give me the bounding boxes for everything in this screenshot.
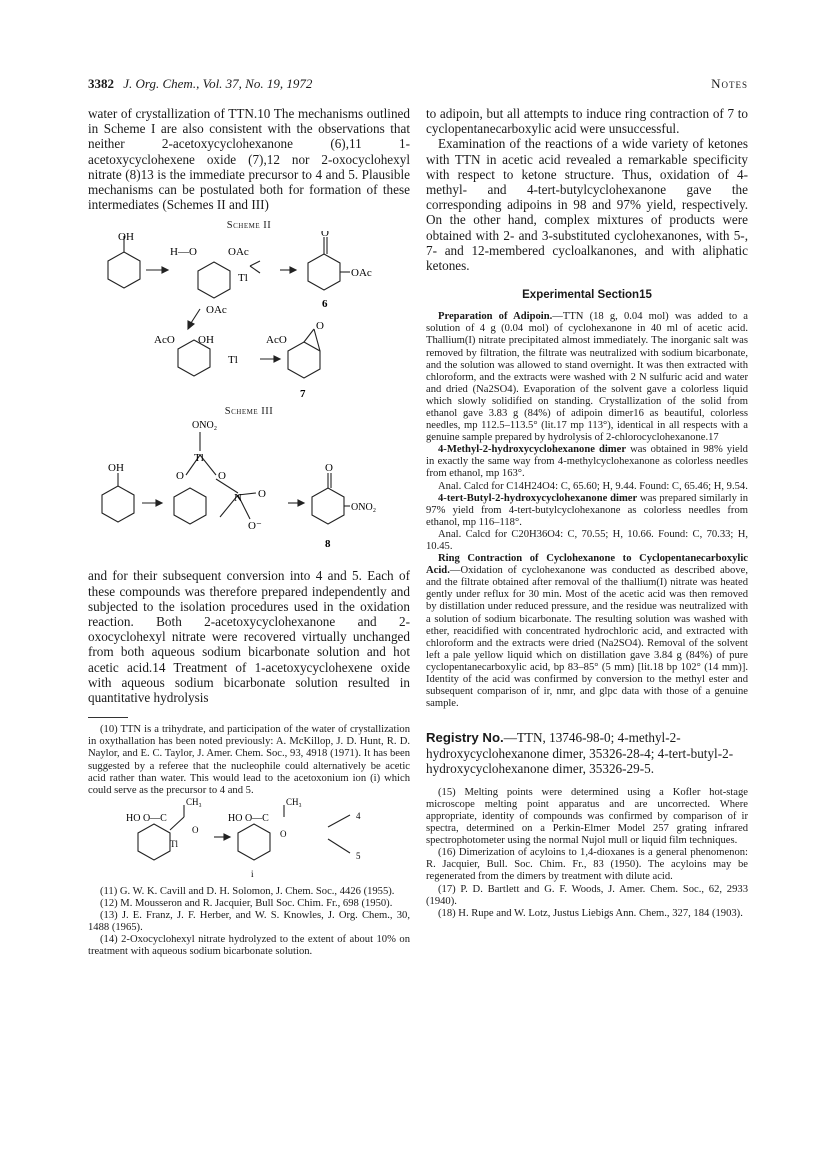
product-5-label: 5 xyxy=(356,850,361,861)
experimental-tert-butyl-dimer xyxy=(426,493,748,529)
footnote-14: (14) 2-Oxocyclohexyl nitrate hydrolyzed to the extent of about 10% on treatment with aqueous sodium bicarbonate solution. xyxy=(88,934,410,958)
oh-label: OH xyxy=(198,334,214,347)
epoxide-ring xyxy=(288,342,320,378)
tl-label: Tl xyxy=(238,272,248,285)
oac-label: OAc xyxy=(206,304,227,317)
footnote-10: (10) TTN is a trihydrate, and participation of the water of crystallization in oxythallation has been noted previously: A. McKillop, J. D. Hunt, R. D. Naylor, and E. C. Taylor, J. Amer. Chem. Soc., 93, 4918 (1971). It has been suggested by a referee that the nucleophile could alternatively be acetic acid rather than water. This would lead to the acetoxonium ion (i) which could serve as the precursor to 4 and 5. xyxy=(88,724,410,796)
acetoxy-cyclohexanone-ring xyxy=(308,254,340,290)
registry-numbers xyxy=(426,730,748,777)
ch3-label: CH₃ xyxy=(286,796,302,807)
intermediate-ring xyxy=(198,262,230,298)
registry-text: —TTN, 13746-98-0; 4-methyl-2-hydroxycyclohexanone dimer, 35326-28-4; 4-tert-butyl-2-hydroxycyclohexanone dimer, 35326-29-5. xyxy=(426,730,734,777)
footnote-11: (11) G. W. K. Cavill and D. H. Solomon, J. Chem. Soc., 4426 (1955). xyxy=(100,885,395,897)
experimental-ring-contraction xyxy=(426,553,748,710)
ring-contraction-heading: Ring Contraction of Cyclohexanone to Cyclopentanecarboxylic Acid. xyxy=(426,553,748,577)
n-label: N xyxy=(234,492,242,505)
registry-label: Registry No. xyxy=(426,730,504,746)
o-minus-label: O⁻ xyxy=(248,520,262,533)
o-label: O xyxy=(176,470,184,483)
adipoin-text: —TTN (18 g, 0.04 mol) was added to a solution of 4 g (0.04 mol) of cyclohexanone in 40 ml of acetic acid. Thallium(I) nitrate precipitated almost immediately. The inorganic salt was removed by filtration, the filtrate was neutralized with sodium bicarbonate, and the solution was allowed to stand overnight. It was then extracted with chloroform, and the extracts were washed with 2 N sulfuric acid and water and dried (Na2SO4). Evaporation of the solvent gave a colorless liquid which slowly solidified on standing. Crystallization of the solid from ethanol gave 3.83 g (84%) of adipoin dimer16 as beautiful, colorless needles, mp 112.5–113.5° (lit.17 mp 113°), identical in all respects with a genuine sample prepared by hydrolysis of 2-chlorocyclohexanone.17 xyxy=(426,311,748,444)
footnote-17: (17) P. D. Bartlett and G. F. Woods, J. Amer. Chem. Soc., 62, 2933 (1940). xyxy=(426,883,748,907)
scheme-3-title: Scheme III xyxy=(224,406,274,418)
compound-6-label: 6 xyxy=(322,298,328,311)
o-label: O xyxy=(325,462,333,475)
o-label: O xyxy=(280,828,287,839)
methyl-dimer-heading: 4-Methyl-2-hydroxycyclohexanone dimer xyxy=(438,444,627,456)
footnote-15: (15) Melting points were determined using a Kofler hot-stage microscope melting point apparatus and are uncorrected. Where appropriate, identity of compounds was confirmed by comparison of ir spectra, determined on a Perkin-Elmer Model 257 grating infrared spectrophotometer using the normal Nujol mull or liquid film techniques. xyxy=(426,786,748,847)
compound-i-label: i xyxy=(251,868,254,879)
tert-butyl-dimer-text: was prepared similarly in 97% yield from 4-tert-butylcyclohexanone as colorless needles from ethanol, mp 116–118°. xyxy=(426,492,749,528)
experimental-adipoin xyxy=(426,311,748,444)
ho-o-c-label: HO O—C xyxy=(228,812,269,824)
aco-label: AcO xyxy=(266,334,287,347)
tert-butyl-dimer-heading: 4-tert-Butyl-2-hydroxycyclohexanone dimer xyxy=(438,492,638,504)
ono2-label: ONO₂ xyxy=(192,420,218,432)
footnote-18: (18) H. Rupe and W. Lotz, Justus Liebigs Ann. Chem., 327, 184 (1903). xyxy=(438,907,743,919)
aco-label: AcO xyxy=(154,334,175,347)
compound-8-label: 8 xyxy=(325,538,331,551)
footnote-16: (16) Dimerization of acyloins to 1,4-dioxanes is a general phenomenon: R. Jacquier, Bull. Soc. Chim. Fr., 83 (1950). The acyloins may be regenerated from the dimers by treatment with dilute acid. xyxy=(426,847,748,883)
journal-citation: J. Org. Chem., Vol. 37, No. 19, 1972 xyxy=(123,76,313,91)
oh-label: OH xyxy=(118,231,134,244)
scheme-2-diagram xyxy=(88,231,410,401)
oh-label: OH xyxy=(108,462,124,475)
oac-label: OAc xyxy=(351,267,372,280)
o-label: O xyxy=(192,824,199,835)
page-header xyxy=(88,76,748,92)
experimental-methyl-dimer xyxy=(426,444,748,480)
right-paragraph-1: to adipoin, but all attempts to induce ring contraction of 7 to cyclopentanecarboxylic acid were unsuccessful. xyxy=(426,106,748,137)
after-schemes-paragraph: and for their subsequent conversion into 4 and 5. Each of these compounds was therefore prepared independently and subjected to the isolation procedures used in the oxidation reaction. Both 2-acetoxycyclohexanone and 2-oxocyclohexyl nitrate were recovered virtually unchanged from both aqueous sodium bicarbonate solution and hot acetic acid.14 Treatment of 1-acetoxycyclohexene oxide with aqueous sodium bicarbonate solution resulted in quantitative hydrolysis xyxy=(88,568,410,706)
tl-label: Tl xyxy=(170,838,178,849)
o-label: O xyxy=(316,320,324,333)
adipoin-heading: Preparation of Adipoin. xyxy=(438,311,553,323)
cyclohexenol-ring xyxy=(108,252,140,288)
intro-paragraph: water of crystallization of TTN.10 The mechanisms outlined in Scheme I are also consistent with the observations that neither 2-acetoxycyclohexanone (6),11 1-acetoxycyclohexene oxide (7),12 nor 2-oxocyclohexyl nitrate (8)13 is the immediate precursor to 4 and 5. Plausible mechanisms can be postulated both for formation of these intermediates (Schemes II and III) xyxy=(88,106,410,213)
acetoxonium-diagram xyxy=(88,797,410,881)
tl-label: Tl xyxy=(194,452,204,465)
o-label: O xyxy=(218,470,226,483)
footnote-rule xyxy=(88,717,128,718)
product-4-label: 4 xyxy=(356,810,361,821)
footnote-12: (12) M. Mousseron and R. Jacquier, Bull Soc. Chim. Fr., 698 (1950). xyxy=(100,897,393,909)
scheme-2-title: Scheme II xyxy=(226,220,272,232)
ono2-label: ONO₂ xyxy=(351,502,377,514)
compound-7-label: 7 xyxy=(300,388,306,401)
tert-butyl-dimer-analysis: Anal. Calcd for C20H36O4: C, 70.55; H, 10.66. Found: C, 70.33; H, 10.45. xyxy=(426,528,748,553)
experimental-section-title: Experimental Section15 xyxy=(522,289,652,302)
methyl-dimer-text: was obtained in 98% yield in exactly the same way from 4-methylcyclohexanone as colorless needles from ethanol, mp 163°. xyxy=(426,444,748,480)
tl-label: Tl xyxy=(228,354,238,367)
scheme-3-diagram xyxy=(88,417,410,559)
page-number: 3382 xyxy=(88,76,114,91)
o-label: O xyxy=(321,231,329,240)
left-column xyxy=(88,106,410,958)
oac-label: OAc xyxy=(228,246,249,259)
ring-contraction-text: —Oxidation of cyclohexanone was conducted as described above, and the filtrate obtained after removal of the thallium(I) nitrate was heated gently under reflux for 30 min. Most of the acetic acid was then removed by distillation under reduced pressure, and the residue was neutralized with a solution of sodium bicarbonate. The resulting solution was washed with ether, reacidified with concentrated hydrochloric acid, and extracted with chloroform and the extracts were dried (Na2SO4). Removal of the solvent left a pale yellow liquid which on distillation gave 3.84 g (84%) of pure cyclopentanecarboxylic acid, bp 83–85° (5 mm) [lit.18 bp 102° (14 mm)]. Identity of the acid was confirmed by conversion to the methyl ester and subsequent comparison of ir, nmr, and glpc data with those of a genuine sample. xyxy=(426,565,748,710)
h-o-label: H—O xyxy=(170,246,197,259)
footnote-13: (13) J. E. Franz, J. F. Herber, and W. S. Knowles, J. Org. Chem., 30, 1488 (1965). xyxy=(88,910,410,934)
ho-o-c-label: HO O—C xyxy=(126,812,167,824)
right-column xyxy=(426,106,748,920)
right-paragraph-2: Examination of the reactions of a wide variety of ketones with TTN in acetic acid revealed a remarkable specificity with respect to ketone structure. Thus, oxidation of 4-methyl- and 4-tert-butylcyclohexanone gave the corresponding adipoins in 98 and 97% yield, respectively. On the other hand, complex mixtures of products were obtained with 2- and 3-substituted cyclohexanones, with 5-, 7- and 12-membered cycloalkanones, and with aliphatic ketones. xyxy=(426,136,748,274)
ch3-label: CH₃ xyxy=(186,796,202,807)
o-label: O xyxy=(258,488,266,501)
section-label: Notes xyxy=(711,76,748,91)
methyl-dimer-analysis: Anal. Calcd for C14H24O4: C, 65.60; H, 9.44. Found: C, 65.46; H, 9.54. xyxy=(438,480,748,492)
